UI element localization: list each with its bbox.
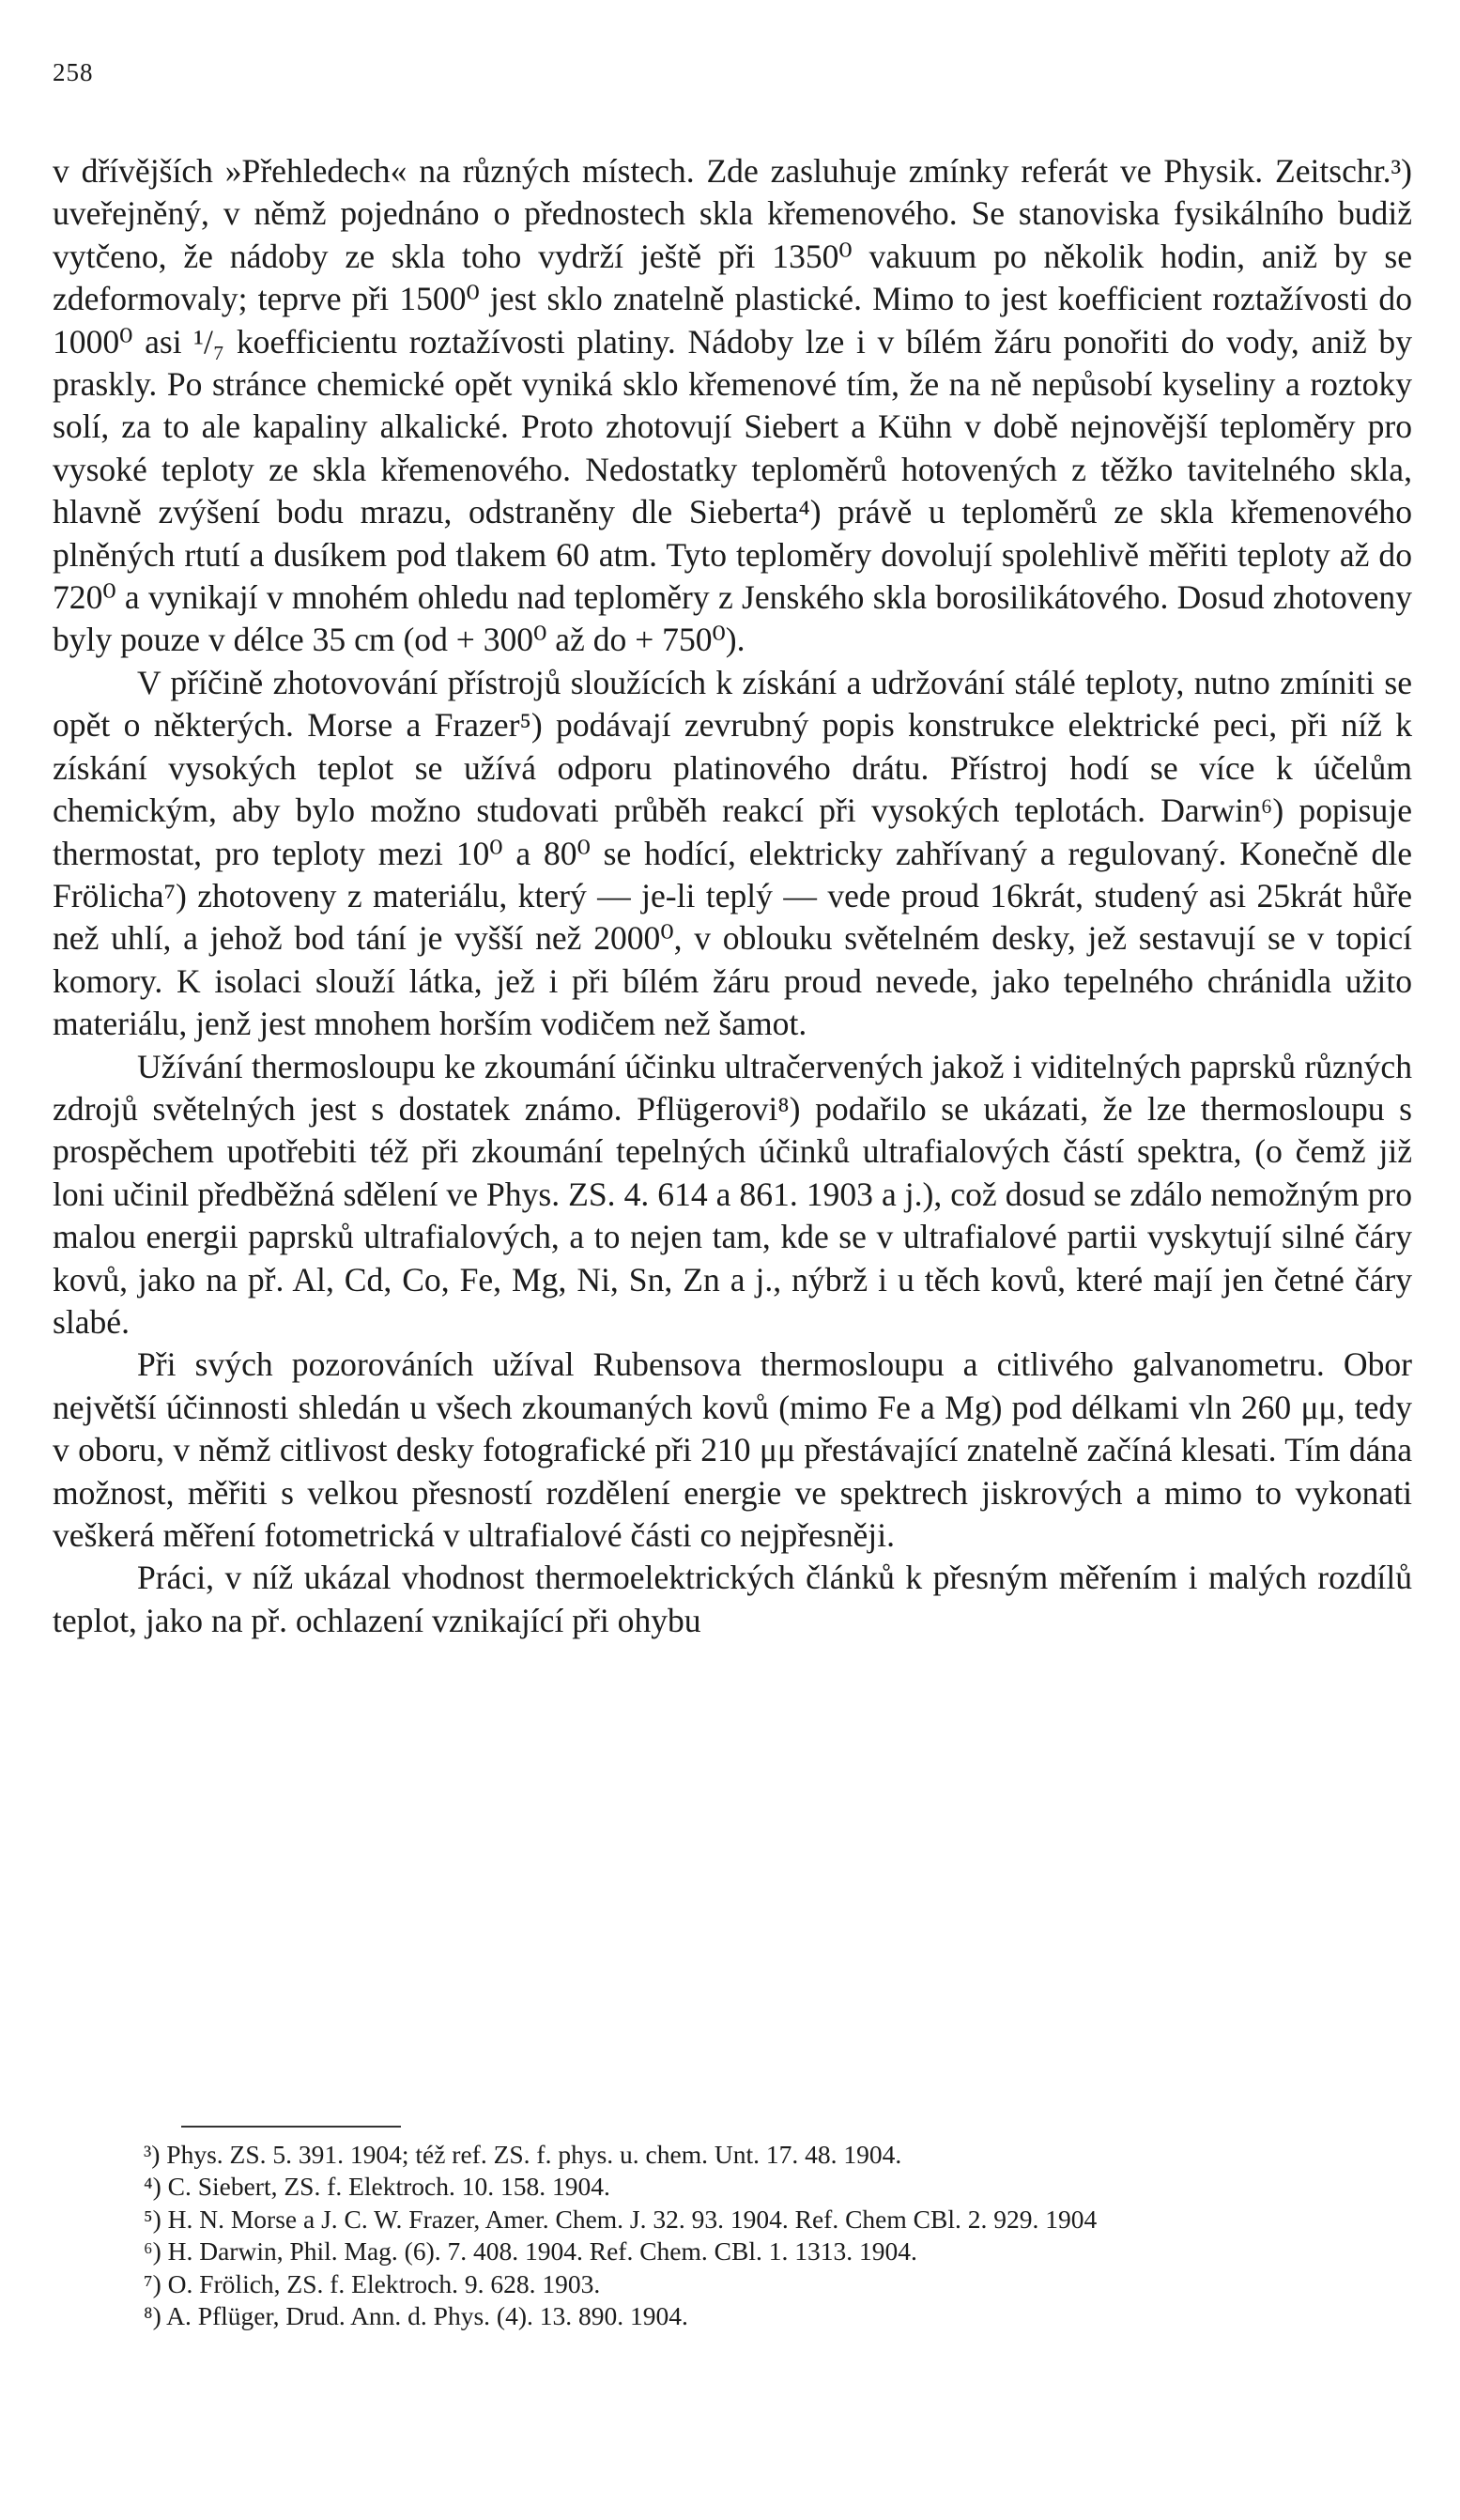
paragraph: v dřívějších »Přehledech« na různých místech. Zde zasluhuje zmínky referát ve Physik. Zeitschr.³) uveřejněný, v němž pojednáno o přednostech skla křemenového. Se stanoviska fysikálního budiž vytčeno, že nádoby ze skla toho vydrží ještě při 1350⁰ vakuum po několik hodin, aniž by se zdeformovaly; teprve při 1500⁰ jest sklo znatelně plastické. Mimo to jest koefficient roztažívosti do 1000⁰ asi ¹/₇ koefficientu roztažívosti platiny. Nádoby lze i v bílém žáru ponořiti do vody, aniž by praskly. Po stránce chemické opět vyniká sklo křemenové tím, že na ně nepůsobí kyseliny a roztoky solí, za to ale kapaliny alkalické. Proto zhotovují Siebert a Kühn v době nejnovější teploměry pro vysoké teploty ze skla křemenového. Nedostatky teploměrů hotovených z těžko tavitelného skla, hlavně zvýšení bodu mrazu, odstraněny dle Sieberta⁴) právě u teploměrů ze skla křemenového plněných rtutí a dusíkem pod tlakem 60 atm. Tyto teploměry dovolují spolehlivě měřiti teploty až do 720⁰ a vynikají v mnohém ohledu nad teploměry z Jenského skla borosilikátového. Dosud zhotoveny byly pouze v délce 35 cm (od + 300⁰ až do + 750⁰). bbox=[53, 152, 1412, 659]
body-text bbox=[53, 150, 1412, 1642]
footnote: ⁶) H. Darwin, Phil. Mag. (6). 7. 408. 1904. Ref. Chem. CBl. 1. 1313. 1904. bbox=[144, 2236, 917, 2266]
paragraph: Práci, v níž ukázal vhodnost thermoelektrických článků k přesným měřením i malých rozdílů teplot, jako na př. ochlazení vznikající při ohybu bbox=[53, 1559, 1412, 1639]
footnote: ⁸) A. Pflüger, Drud. Ann. d. Phys. (4). 13. 890. 1904. bbox=[144, 2301, 688, 2331]
paragraph: Při svých pozorováních užíval Rubensova thermosloupu a citlivého galvanometru. Obor největší účinnosti shledán u všech zkoumaných kovů (mimo Fe a Mg) pod délkami vln 260 μμ, tedy v oboru, v němž citlivost desky fotografické při 210 μμ přestávající znatelně začíná klesati. Tím dána možnost, měřiti s velkou přesností rozdělení energie ve spektrech jiskrových a mimo to vykonati veškerá měření fotometrická v ultrafialové části co nejpřesněji. bbox=[53, 1345, 1412, 1554]
paragraph: V příčině zhotovování přístrojů sloužících k získání a udržování stálé teploty, nutno zmíniti se opět o některých. Morse a Frazer⁵) podávají zevrubný popis konstrukce elektrické peci, při níž k získání vysokých teplot se užívá odporu platinového drátu. Přístroj hodí se více k účelům chemickým, aby bylo možno studovati průběh reakcí při vysokých teplotách. Darwin⁶) popisuje thermostat, pro teploty mezi 10⁰ a 80⁰ se hodící, elektricky zahřívaný a regulovaný. Konečně dle Frölicha⁷) zhotoveny z materiálu, který — je-li teplý — vede proud 16krát, studený asi 25krát hůře než uhlí, a jehož bod tání je vyšší než 2000⁰, v oblouku světelném desky, jež sestavují se v topicí komory. K isolaci slouží látka, jež i při bílém žáru proud nevede, jako tepelného chránidla užito materiálu, jenž jest mnohem horším vodičem než šamot. bbox=[53, 663, 1412, 1043]
footnote: ⁷) O. Frölich, ZS. f. Elektroch. 9. 628. 1903. bbox=[144, 2268, 601, 2298]
footnote: ⁵) H. N. Morse a J. C. W. Frazer, Amer. Chem. J. 32. 93. 1904. Ref. Chem CBl. 2. 929. 1904 bbox=[144, 2204, 1098, 2234]
footnote: ⁴) C. Siebert, ZS. f. Elektroch. 10. 158. 1904. bbox=[144, 2172, 610, 2202]
footnote-separator bbox=[181, 2126, 401, 2128]
footnotes bbox=[53, 2139, 1412, 2332]
footnote: ³) Phys. ZS. 5. 391. 1904; též ref. ZS. f. phys. u. chem. Unt. 17. 48. 1904. bbox=[144, 2140, 902, 2169]
page-number: 258 bbox=[53, 58, 94, 86]
paragraph: Užívání thermosloupu ke zkoumání účinku ultračervených jakož i viditelných paprsků různých zdrojů světelných jest s dostatek známo. Pflügerovi⁸) podařilo se ukázati, že lze thermosloupu s prospěchem upotřebiti též při zkoumání tepelných účinků ultrafialových částí spektra, (o čemž již loni učinil předběžná sdělení ve Phys. ZS. 4. 614 a 861. 1903 a j.), což dosud se zdálo nemožným pro malou energii paprsků ultrafialových, a to nejen tam, kde se v ultrafialové partii vyskytují silné čáry kovů, jako na př. Al, Cd, Co, Fe, Mg, Ni, Sn, Zn a j., nýbrž i u těch kovů, které mají jen četné čáry slabé. bbox=[53, 1047, 1412, 1341]
